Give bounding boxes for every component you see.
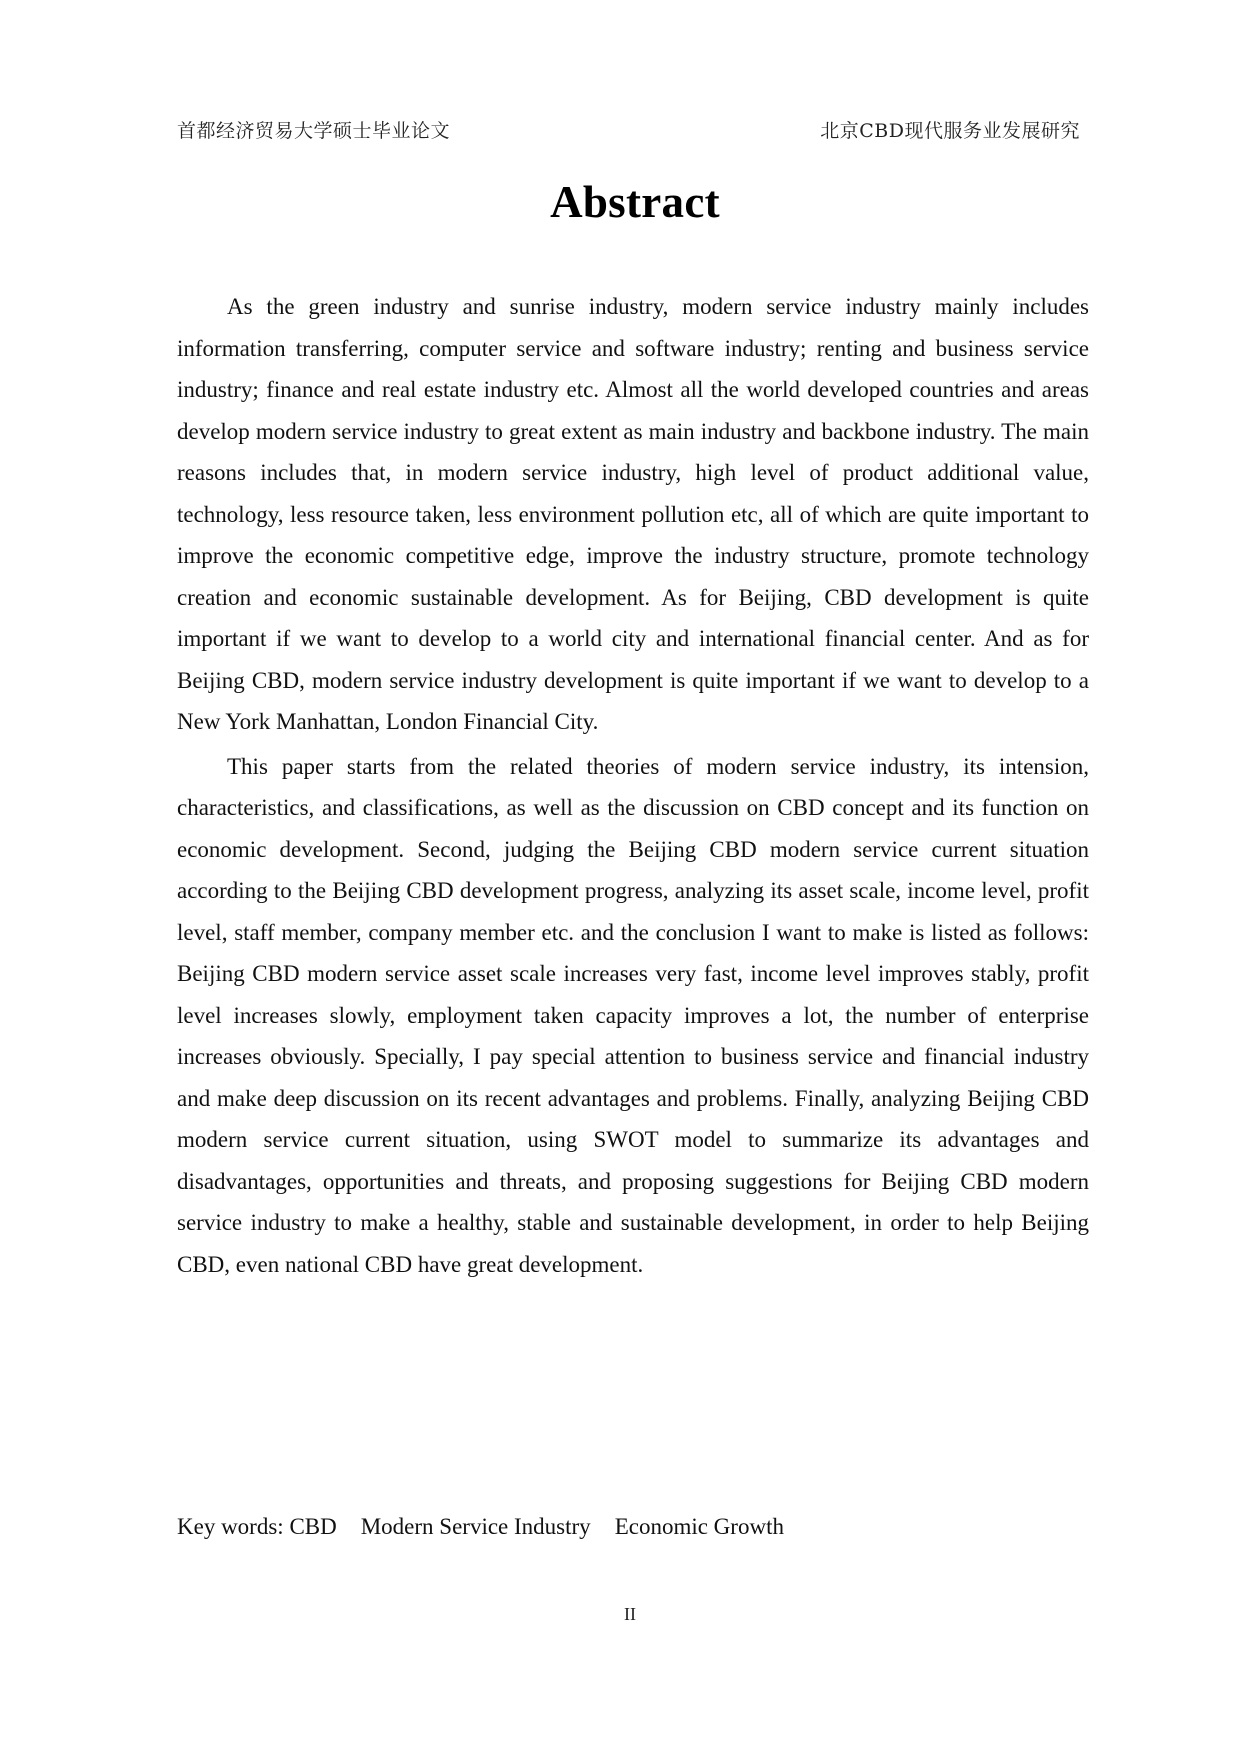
abstract-paragraph: As the green industry and sunrise industry, modern service industry mainly includes information transferring, computer service and software industry; renting and business service industry; finance and real estate industry etc. Almost all the world developed countries and areas develop modern service industry to great extent as main industry and backbone industry. The main reasons includes that, in modern service industry, high level of product additional value, technology, less resource taken, less environment pollution etc, all of which are quite important to improve the economic competitive edge, improve the industry structure, promote technology creation and economic sustainable development. As for Beijing, CBD development is quite important if we want to develop to a world city and international financial center. And as for Beijing CBD, modern service industry development is quite important if we want to develop to a New York Manhattan, London Financial City. (177, 294, 1089, 734)
keywords-label: Key words: (177, 1514, 284, 1539)
running-header (177, 116, 1080, 143)
abstract-paragraph: This paper starts from the related theories of modern service industry, its intension, characteristics, and classifications, as well as the discussion on CBD concept and its function on economic development. Second, judging the Beijing CBD modern service current situation according to the Beijing CBD development progress, analyzing its asset scale, income level, profit level, staff member, company member etc. and the conclusion I want to make is listed as follows: Beijing CBD modern service asset scale increases very fast, income level improves stably, profit level increases slowly, employment taken capacity improves a lot, the number of enterprise increases obviously. Specially, I pay special attention to business service and financial industry and make deep discussion on its recent advantages and problems. Finally, analyzing Beijing CBD modern service current situation, using SWOT model to summarize its advantages and disadvantages, opportunities and threats, and proposing suggestions for Beijing CBD modern service industry to make a healthy, stable and sustainable development, in order to help Beijing CBD, even national CBD have great development. (177, 753, 1089, 1277)
page-title: Abstract (550, 177, 720, 227)
keyword-item: Economic Growth (614, 1514, 784, 1539)
keywords-line (177, 1514, 808, 1540)
keyword-item: CBD (289, 1514, 337, 1539)
page-number: II (624, 1604, 636, 1624)
header-thesis-label: 首都经济贸易大学硕士毕业论文 (177, 120, 451, 142)
abstract-body (177, 286, 1089, 1288)
header-thesis-title: 北京CBD现代服务业发展研究 (820, 120, 1080, 142)
keyword-item: Modern Service Industry (360, 1514, 591, 1539)
